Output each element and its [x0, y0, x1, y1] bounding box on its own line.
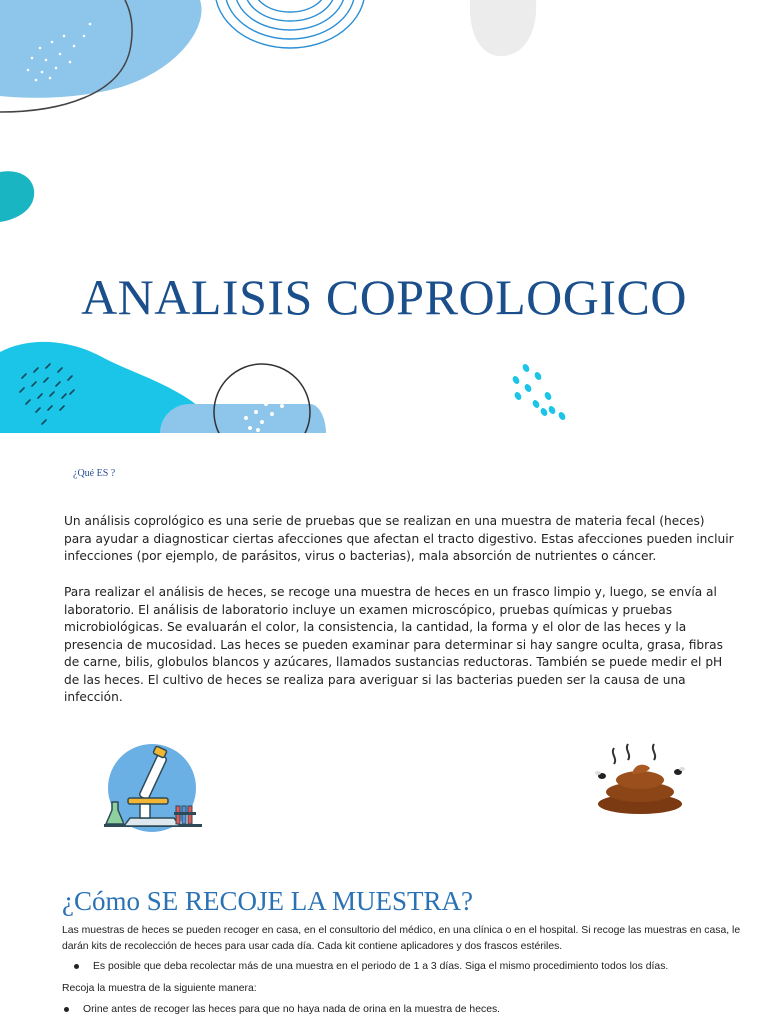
decorative-shapes: [0, 0, 768, 440]
poop-illustration: [592, 742, 688, 816]
bullet-item-1: [74, 961, 668, 972]
bullet-item-2: [64, 1004, 500, 1015]
section-heading-how-to-collect: ¿Cómo SE RECOJE LA MUESTRA?: [62, 886, 474, 916]
top-blob-shape: [0, 0, 202, 98]
collection-paragraph: Las muestras de heces se pueden recoger en casa, en el consultorio del médico, en una clínica o en el hospital. Si recoge las muestras en casa, le darán kits de recolección de heces para usar cada día. Cada kit contiene aplicadores y dos frascos estériles.: [62, 925, 741, 952]
paragraph-procedure: Para realizar el análisis de heces, se recoge una muestra de heces en un frasco limpio y, luego, se envía al laboratorio. El análisis de laboratorio incluye un examen microscópico, pruebas químicas y pruebas microbiológicas. Se evaluarán el color, la consistencia, la cantidad, la forma y el olor de las heces y la presencia de mucosidad. Las heces se pueden examinar para determinar si hay sangre oculta, grasa, fibras de carne, bilis, globulos blancos y azúcares, llamados sustancias reductoras. También se puede medir el pH de las heces. El cultivo de heces se realiza para averiguar si las bacterias pueden ser la causa de una infección.: [64, 585, 723, 704]
page-title: ANALISIS COPROLOGICO: [81, 269, 687, 325]
white-mask: [0, 433, 768, 440]
collection-intro: Recoja la muestra de la siguiente manera:: [62, 983, 257, 994]
bullet-item-1-text: Es posible que deba recolectar más de una muestra en el periodo de 1 a 3 días. Siga el mismo procedimiento todos los días.: [93, 961, 669, 972]
cyan-droplets: [511, 363, 566, 421]
light-blue-shape: [160, 404, 326, 433]
bullet-dot-icon: [64, 1007, 69, 1012]
microscope-illustration: [98, 740, 210, 836]
section-heading-what-is: ¿Qué ES ?: [73, 468, 116, 479]
concentric-rings: [215, 0, 365, 48]
bullet-item-2-text: Orine antes de recoger las heces para que no haya nada de orina en la muestra de heces.: [83, 1004, 501, 1015]
paragraph-definition: Un análisis coprológico es una serie de pruebas que se realizan en una muestra de materia fecal (heces) para ayudar a diagnosticar ciertas afecciones que afectan el tracto digestivo. Estas afecciones pueden incluir infecciones (por ejemplo, de parásitos, virus o bacterias), mala absorción de nutrientes o cáncer.: [64, 514, 734, 563]
bullet-dot-icon: [74, 964, 79, 969]
teal-blob: [0, 171, 34, 222]
grey-blob: [470, 0, 536, 56]
